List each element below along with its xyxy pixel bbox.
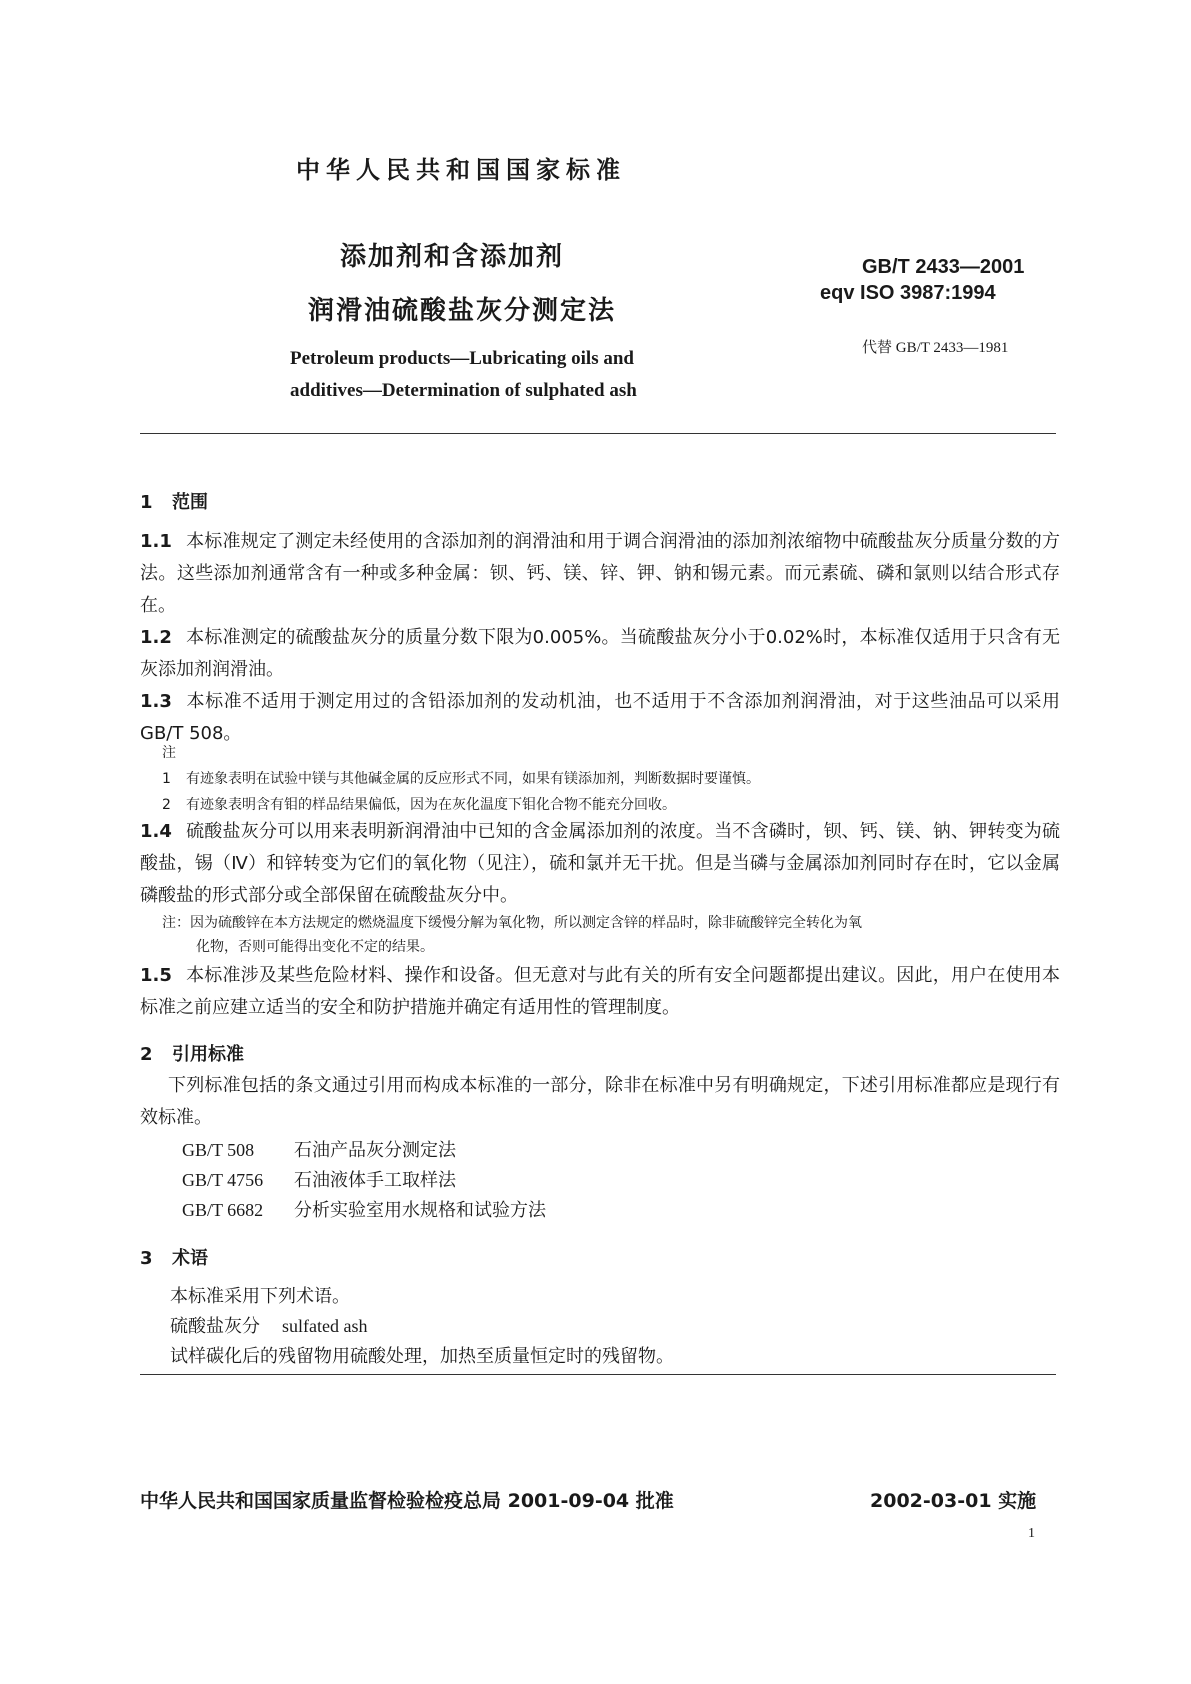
title-line-2: 润滑油硫酸盐灰分测定法 (308, 296, 617, 326)
note-text: 有迹象表明在试验中镁与其他碱金属的反应形式不同，如果有镁添加剂，判断数据时要谨慎。 (186, 771, 760, 787)
replaces-standard: 代替 GB/T 2433—1981 (862, 340, 1009, 356)
paragraph-number: 1.3 (140, 691, 172, 712)
section-2-heading (140, 1040, 244, 1066)
paragraph-number: 1.5 (140, 965, 172, 986)
page-number: 1 (1028, 1526, 1035, 1541)
english-title-line-2: additives—Determination of sulphated ash (290, 380, 637, 401)
title-line-1: 添加剂和含添加剂 (340, 242, 565, 272)
implementation-date: 2002-03-01 实施 (870, 1490, 1037, 1512)
reference-3 (182, 1196, 546, 1222)
section-number: 1 (140, 492, 153, 513)
note-text: 有迹象表明含有钼的样品结果偏低，因为在灰化温度下钼化合物不能充分回收。 (186, 797, 676, 813)
paragraph-1-4 (140, 816, 1060, 912)
section-title: 引用标准 (172, 1044, 244, 1065)
note-number: 2 (162, 797, 171, 813)
approval-line: 中华人民共和国国家质量监督检验检疫总局 2001-09-04 批准 (140, 1490, 674, 1512)
equivalent-standard: eqv ISO 3987:1994 (820, 282, 996, 304)
reference-2 (182, 1166, 456, 1192)
term-english: sulfated ash (282, 1316, 368, 1336)
paragraph-text: 本标准测定的硫酸盐灰分的质量分数下限为0.005%。当硫酸盐灰分小于0.02%时，本标准仅适用于只含有无灰添加剂润滑油。 (140, 627, 1060, 680)
section-title: 范围 (172, 492, 208, 513)
term-chinese: 硫酸盐灰分 (170, 1316, 260, 1337)
header-divider (140, 433, 1056, 434)
reference-name: 石油液体手工取样法 (294, 1170, 456, 1191)
paragraph-number: 1.2 (140, 627, 172, 648)
section-number: 3 (140, 1248, 153, 1269)
paragraph-text: 本标准不适用于测定用过的含铅添加剂的发动机油，也不适用于不含添加剂润滑油，对于这些油品可以采用GB/T 508。 (140, 691, 1060, 744)
reference-code: GB/T 6682 (182, 1200, 264, 1220)
paragraph-1-2 (140, 622, 1060, 686)
note-3-line-2: 化物，否则可能得出变化不定的结果。 (196, 939, 434, 955)
paragraph-1-1 (140, 526, 1060, 622)
section-title: 术语 (172, 1248, 208, 1269)
reference-code: GB/T 508 (182, 1140, 255, 1160)
note-1 (162, 768, 760, 788)
paragraph-text: 本标准规定了测定未经使用的含添加剂的润滑油和用于调合润滑油的添加剂浓缩物中硫酸盐灰分质量分数的方法。这些添加剂通常含有一种或多种金属：钡、钙、镁、锌、钾、钠和锡元素。而元素硫、磷和氯则以结合形式存在。 (140, 531, 1060, 616)
reference-1 (182, 1136, 456, 1162)
term-definition: 试样碳化后的残留物用硫酸处理，加热至质量恒定时的残留物。 (170, 1346, 674, 1367)
section-number: 2 (140, 1044, 153, 1065)
section-3-heading (140, 1244, 208, 1270)
note-2 (162, 794, 676, 814)
paragraph-text: 本标准涉及某些危险材料、操作和设备。但无意对与此有关的所有安全问题都提出建议。因此，用户在使用本标准之前应建立适当的安全和防护措施并确定有适用性的管理制度。 (140, 965, 1060, 1018)
reference-name: 分析实验室用水规格和试验方法 (294, 1200, 546, 1221)
term-entry (170, 1312, 367, 1338)
paragraph-1-3 (140, 686, 1060, 750)
paragraph-1-5 (140, 960, 1060, 1024)
reference-code: GB/T 4756 (182, 1170, 264, 1190)
paragraph-text: 硫酸盐灰分可以用来表明新润滑油中已知的含金属添加剂的浓度。当不含磷时，钡、钙、镁、钠、钾转变为硫酸盐，锡（Ⅳ）和锌转变为它们的氧化物（见注），硫和氯并无干扰。但是当磷与金属添加剂同时存在时，它以金属磷酸盐的形式部分或全部保留在硫酸盐灰分中。 (140, 821, 1060, 906)
english-title-line-1: Petroleum products—Lubricating oils and (290, 348, 634, 369)
paragraph-number: 1.4 (140, 821, 172, 842)
reference-name: 石油产品灰分测定法 (294, 1140, 456, 1161)
note-number: 1 (162, 771, 171, 787)
section-3-intro: 本标准采用下列术语。 (170, 1286, 350, 1307)
notes-label: 注 (162, 745, 176, 761)
section-2-intro: 下列标准包括的条文通过引用而构成本标准的一部分，除非在标准中另有明确规定，下述引用标准都应是现行有效标准。 (140, 1075, 1060, 1128)
footer-divider (140, 1374, 1056, 1375)
paragraph-number: 1.1 (140, 531, 172, 552)
note-3-line-1: 注：因为硫酸锌在本方法规定的燃烧温度下缓慢分解为氧化物，所以测定含锌的样品时，除非硫酸锌完全转化为氧 (162, 915, 862, 931)
standard-number: GB/T 2433—2001 (862, 256, 1025, 278)
section-1-heading (140, 488, 208, 514)
national-standard-label: 中华人民共和国国家标准 (296, 156, 626, 184)
